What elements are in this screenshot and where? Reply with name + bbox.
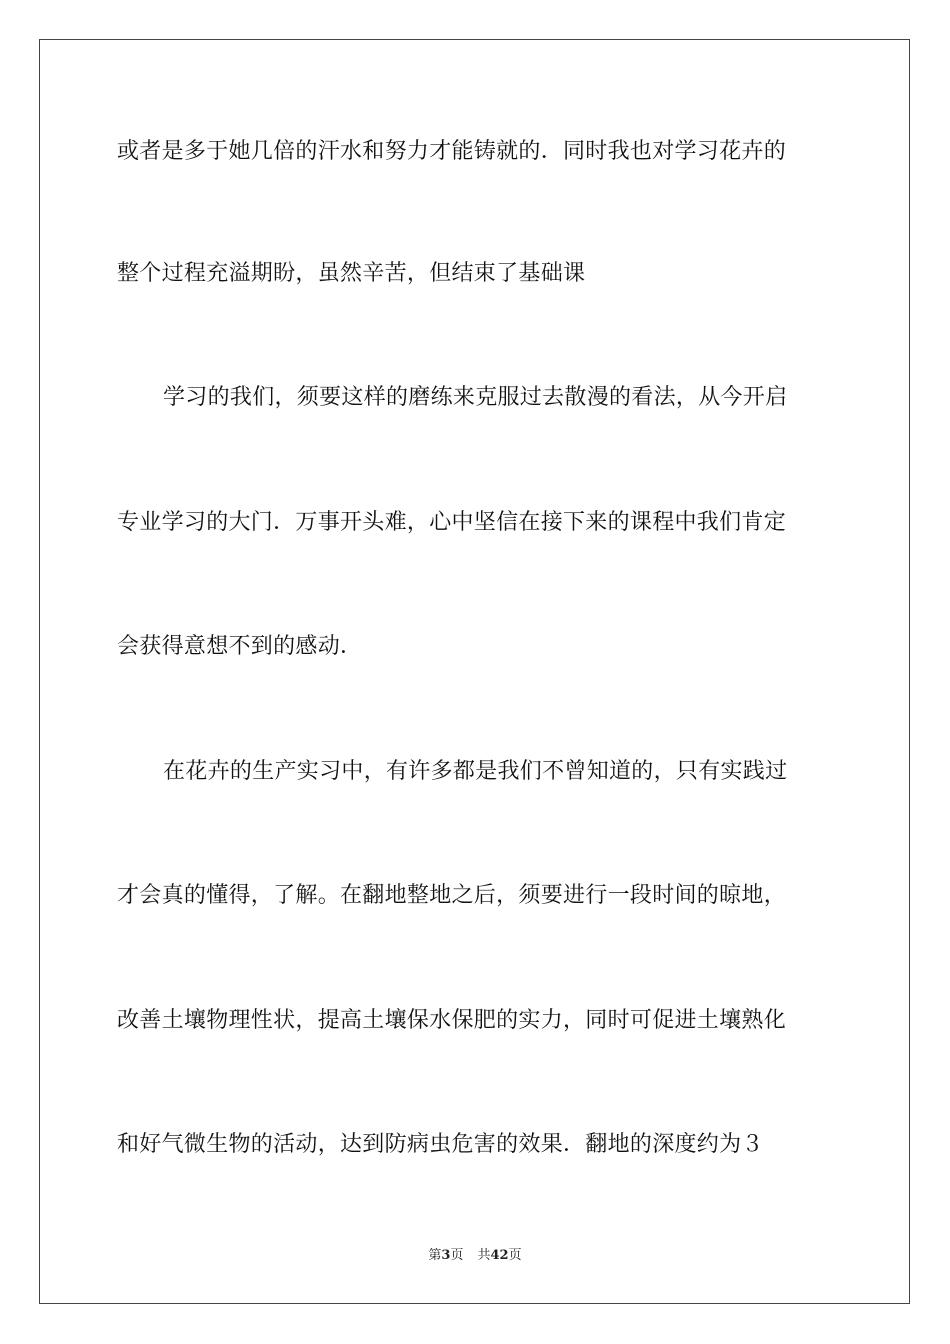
page-footer <box>0 1246 950 1266</box>
body-text-line-3: 学习的我们，须要这样的磨练来克服过去散漫的看法，从今开启 <box>163 385 788 410</box>
footer-total-suffix: 页 <box>508 1248 522 1263</box>
body-text-line-1: 或者是多于她几倍的汗水和努力才能铸就的．同时我也对学习花卉的 <box>117 139 787 164</box>
body-text-line-6: 在花卉的生产实习中，有许多都是我们不曾知道的，只有实践过 <box>163 759 788 784</box>
footer-total-prefix: 共 <box>477 1248 491 1263</box>
footer-page-number: 3 <box>441 1248 451 1263</box>
footer-page-suffix: 页 <box>450 1248 464 1263</box>
body-text-line-5: 会获得意想不到的感动． <box>117 634 363 659</box>
body-text-line-7: 才会真的懂得，了解。在翻地整地之后，须要进行一段时间的晾地， <box>117 883 787 908</box>
body-text-line-8: 改善土壤物理性状，提高土壤保水保肥的实力，同时可促进土壤熟化 <box>117 1008 787 1033</box>
page-border <box>39 39 910 1304</box>
body-text-line-9: 和好气微生物的活动，达到防病虫危害的效果．翻地的深度约为３ <box>117 1132 764 1157</box>
footer-total-pages: 42 <box>490 1248 509 1263</box>
body-text-line-4: 专业学习的大门．万事开头难，心中坚信在接下来的课程中我们肯定 <box>117 510 787 535</box>
body-text-line-2: 整个过程充溢期盼，虽然辛苦，但结束了基础课 <box>117 261 586 286</box>
footer-page-prefix: 第 <box>428 1248 442 1263</box>
